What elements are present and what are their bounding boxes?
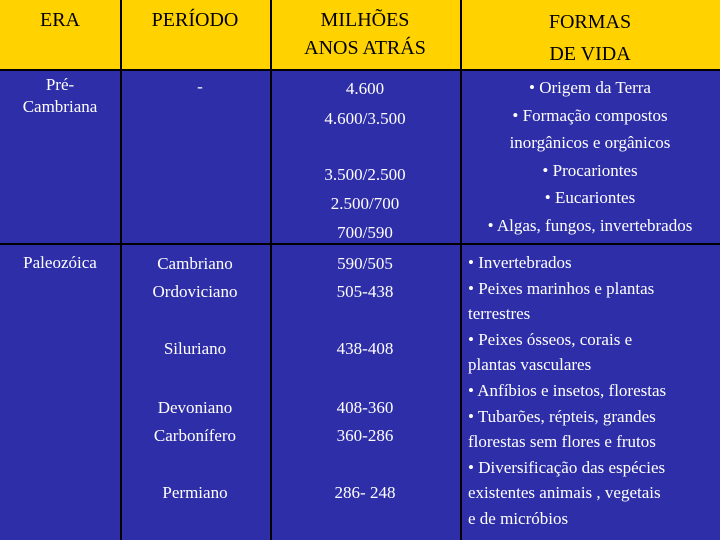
formas-paleozoica: • Invertebrados • Peixes marinhos e plantas terrestres • Peixes ósseos, corais e plantas vasculares • Anfíbios e insetos, florestas • Tubarões, répteis, grandes florestas sem flores e frutos • Diversificação das espécies existentes animais , vegetais e de micróbios (468, 253, 667, 528)
milhoes-cambriano-ordoviciano: 590/505 505-438 (336, 254, 394, 301)
milhoes-permiano: 286- 248 (334, 483, 396, 502)
periodo-siluriano: Siluriano (163, 339, 227, 358)
header-era: ERA (40, 9, 80, 31)
grid-line-header-bottom (0, 69, 720, 71)
milhoes-pre-cambriana-bottom: 3.500/2.500 2.500/700 700/590 (324, 165, 406, 242)
periodo-devoniano-carbonifero: Devoniano Carbonífero (153, 398, 237, 445)
periodo-pre-cambriana: - (197, 77, 203, 96)
milhoes-siluriano: 438-408 (336, 339, 394, 358)
grid-line-col-1 (120, 0, 122, 540)
formas-pre-cambriana: • Origem da Terra • Formação compostos inorgânicos e orgânicos • Procariontes • Eucariontes • Algas, fungos, invertebrados (487, 78, 693, 235)
periodo-cambriano-ordoviciano: Cambriano Ordoviciano (152, 254, 238, 301)
grid-line-col-2 (270, 0, 272, 540)
era-pre-cambriana: Pré- Cambriana (22, 75, 98, 116)
periodo-permiano: Permiano (162, 483, 228, 502)
grid-line-col-3 (460, 0, 462, 540)
milhoes-pre-cambriana-top: 4.600 4.600/3.500 (324, 79, 406, 128)
header-milhoes-anos-atras: MILHÕES ANOS ATRÁS (304, 9, 426, 59)
grid-line-row-divider (0, 243, 720, 245)
milhoes-devoniano-carbonifero: 408-360 360-286 (336, 398, 394, 445)
header-formas-de-vida: FORMAS DE VIDA (548, 11, 632, 65)
header-periodo: PERÍODO (151, 9, 239, 31)
era-paleozoica: Paleozóica (23, 253, 97, 272)
